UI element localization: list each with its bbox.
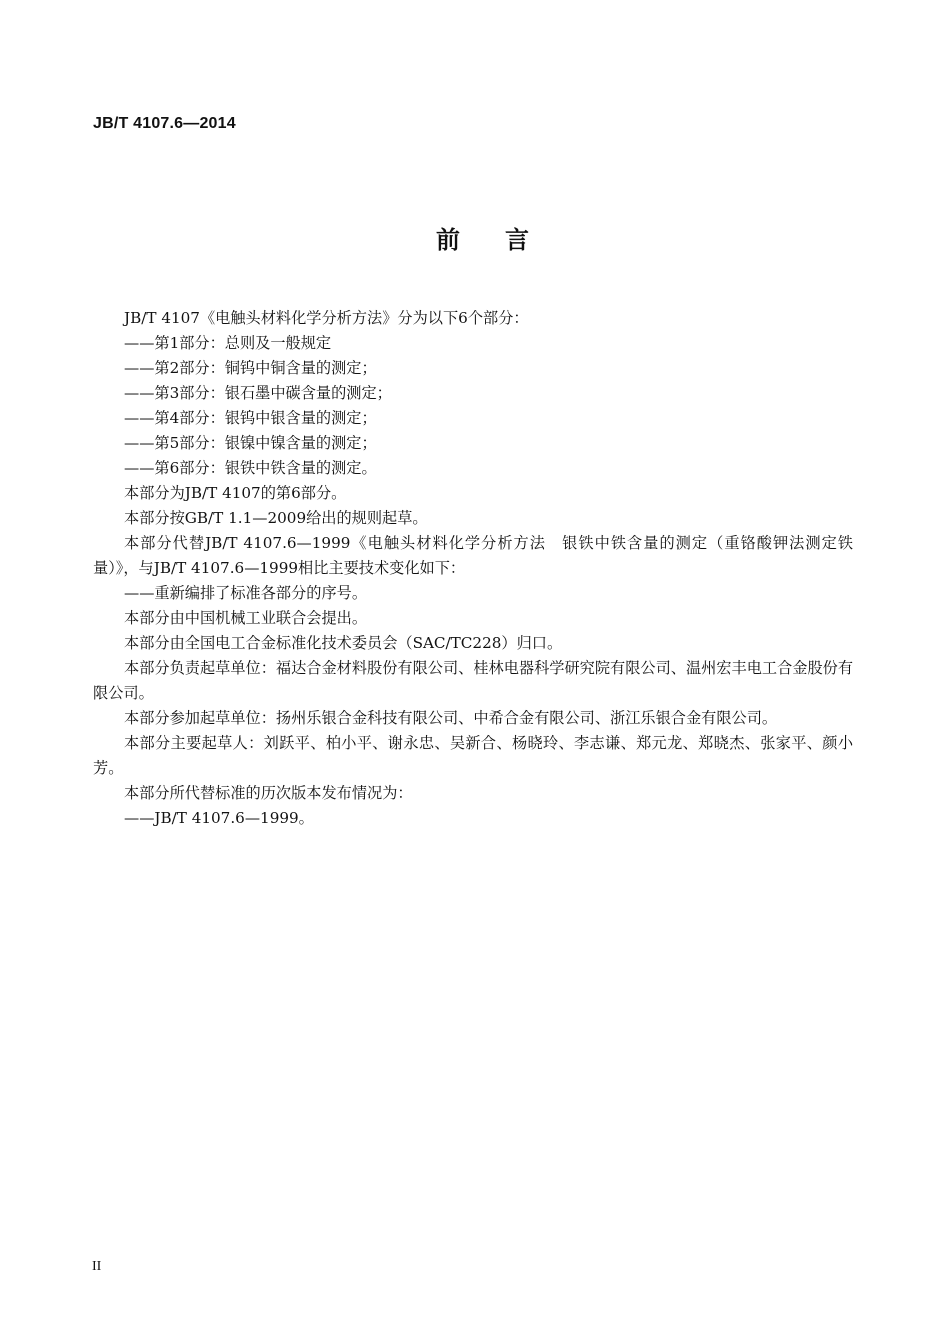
list-item-part-6: ——第6部分：银铁中铁含量的测定。 [124,459,377,477]
paragraph-part-statement: 本部分为JB/T 4107的第6部分。 [124,484,347,502]
paragraph-replacement: 本部分代替JB/T 4107.6—1999《电触头材料化学分析方法 银铁中铁含量的测定（重铬酸钾法测定铁量）》，与JB/T 4107.6—1999相比主要技术变化如下： [93,534,853,577]
paragraph-main-drafters: 本部分主要起草人：刘跃平、柏小平、谢永忠、吴新合、杨晓玲、李志谦、郑元龙、郑晓杰、张家平、颜小芳。 [93,734,853,777]
paragraph-previous-editions: 本部分所代替标准的历次版本发布情况为： [124,784,413,802]
list-item-part-1: ——第1部分：总则及一般规定 [124,334,332,352]
list-item-previous-edition: ——JB/T 4107.6—1999。 [124,809,314,827]
list-item-part-4: ——第4部分：银钨中银含量的测定； [124,409,377,427]
list-item-change: ——重新编排了标准各部分的序号。 [124,584,367,602]
page-number: II [92,1259,102,1274]
paragraph-participating-drafters: 本部分参加起草单位：扬州乐银合金科技有限公司、中希合金有限公司、浙江乐银合金有限公司。 [124,709,778,727]
foreword-body [93,306,853,831]
list-item-part-5: ——第5部分：银镍中镍含量的测定； [124,434,377,452]
page-title: 前言 [436,226,574,254]
paragraph-intro: JB/T 4107《电触头材料化学分析方法》分为以下6个部分： [124,309,529,327]
paragraph-centralized-by: 本部分由全国电工合金标准化技术委员会（SAC/TC228）归口。 [124,634,563,652]
list-item-part-3: ——第3部分：银石墨中碳含量的测定； [124,384,392,402]
paragraph-proposed-by: 本部分由中国机械工业联合会提出。 [124,609,367,627]
list-item-part-2: ——第2部分：铜钨中铜含量的测定； [124,359,377,377]
paragraph-drafting-rules: 本部分按GB/T 1.1—2009给出的规则起草。 [124,509,428,527]
standard-code: JB/T 4107.6—2014 [93,115,236,132]
paragraph-responsible-drafters: 本部分负责起草单位：福达合金材料股份有限公司、桂林电器科学研究院有限公司、温州宏丰电工合金股份有限公司。 [93,659,853,702]
